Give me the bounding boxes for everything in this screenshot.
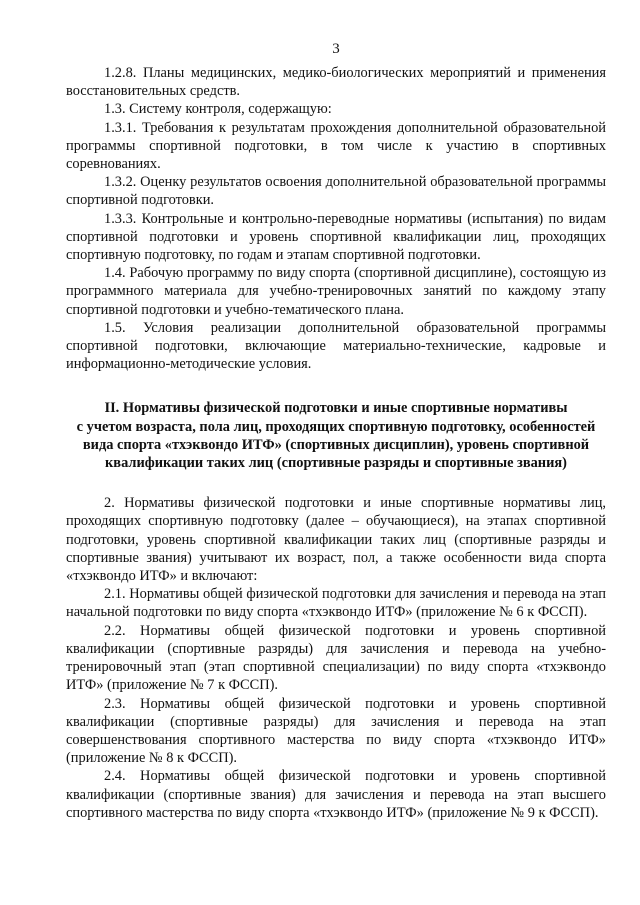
paragraph-1-5: 1.5. Условия реализации дополнительной образовательной программы спортивной подготовки, включающие материально-технические, кадровые и информационно-методические условия. <box>66 319 606 373</box>
section-heading <box>66 399 606 472</box>
paragraph-2-1: 2.1. Нормативы общей физической подготовки для зачисления и перевода на этап начальной подготовки по виду спорта «тхэквондо ИТФ» (приложение № 6 к ФССП). <box>66 586 606 621</box>
page-number: 3 <box>332 41 340 57</box>
section-heading-line: II. Нормативы физической подготовки и иные спортивные нормативы <box>104 400 568 417</box>
paragraph-1-2-8: 1.2.8. Планы медицинских, медико-биологических мероприятий и применения восстановительных средств. <box>66 65 606 100</box>
section-heading-line: с учетом возраста, пола лиц, проходящих спортивную подготовку, особенностей <box>76 418 596 435</box>
section-heading-line: вида спорта «тхэквондо ИТФ» (спортивных дисциплин), уровень спортивной <box>82 436 590 453</box>
paragraph-1-3-3: 1.3.3. Контрольные и контрольно-переводные нормативы (испытания) по видам спортивной подготовки и уровень спортивной квалификации лиц, проходящих спортивную подготовку, по годам и этапам спортивной подготовки. <box>66 210 606 264</box>
paragraph-2-4: 2.4. Нормативы общей физической подготовки и уровень спортивной квалификации (спортивные звания) для зачисления и перевода на этап высшего спортивного мастерства по виду спорта «тхэквондо ИТФ» (приложение № 9 к ФССП). <box>66 768 606 821</box>
paragraph-2-2: 2.2. Нормативы общей физической подготовки и уровень спортивной квалификации (спортивные разряды) для зачисления и перевода на учебно-тренировочный этап (этап спортивной специализации) по виду спорта «тхэквондо ИТФ» (приложение № 7 к ФССП). <box>66 622 606 694</box>
paragraph-1-3-2: 1.3.2. Оценку результатов освоения дополнительной образовательной программы спортивной подготовки. <box>66 174 606 209</box>
paragraph-1-4: 1.4. Рабочую программу по виду спорта (спортивной дисциплине), состоящую из программного материала для учебно-тренировочных занятий по каждому этапу спортивной подготовки и учебно-тематического плана. <box>66 265 606 318</box>
section-heading-line: квалификации таких лиц (спортивные разряды и спортивные звания) <box>105 455 567 472</box>
paragraph-2: 2. Нормативы физической подготовки и иные спортивные нормативы лиц, проходящих спортивную подготовку (далее – обучающиеся), на этапах спортивной подготовки, уровень спортивной квалификации таких лиц (спортивные разряды и спортивные звания) учитывают их возраст, пол, а также особенности вида спорта «тхэквондо ИТФ» и включают: <box>66 495 606 585</box>
paragraph-1-3-1: 1.3.1. Требования к результатам прохождения дополнительной образовательной программы спортивной подготовки, в том числе к участию в спортивных соревнованиях. <box>66 119 606 173</box>
paragraph-2-3: 2.3. Нормативы общей физической подготовки и уровень спортивной квалификации (спортивные разряды) для зачисления и перевода на этап совершенствования спортивного мастерства по виду спорта «тхэквондо ИТФ» (приложение № 8 к ФССП). <box>66 695 606 767</box>
paragraph-1-3: 1.3. Систему контроля, содержащую: <box>104 101 332 118</box>
